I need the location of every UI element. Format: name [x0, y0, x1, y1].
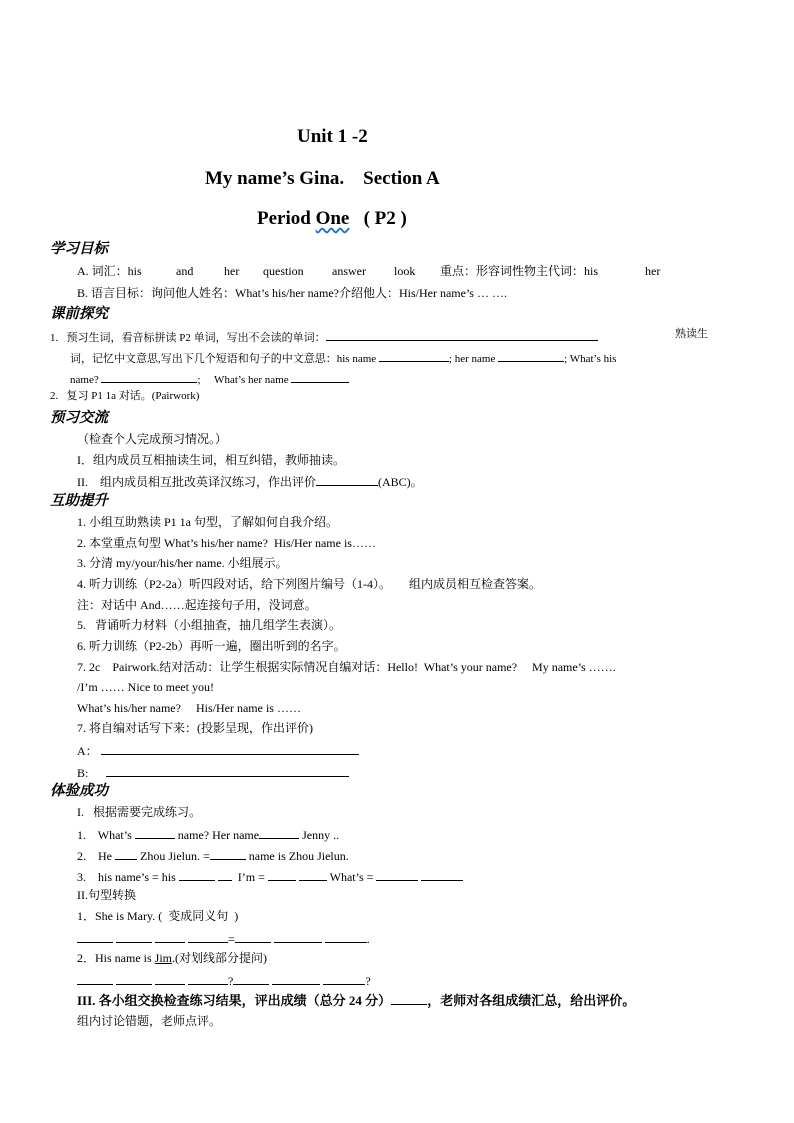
blank[interactable] [188, 973, 228, 985]
blank[interactable] [210, 848, 246, 860]
success-s2: 2．His name is Jim.(对划线部分提问) [77, 951, 268, 965]
blank[interactable] [376, 869, 418, 881]
blank[interactable] [268, 869, 296, 881]
blank[interactable] [116, 931, 152, 943]
blank[interactable] [326, 329, 598, 341]
explore-line-4: 2. 复习 P1 1a 对话。(Pairwork) [50, 390, 200, 402]
explore-line-2: 词，记忆中文意思,写出下几个短语和句子的中文意思：his name ; her name ; What’s his [70, 350, 616, 365]
blank[interactable] [77, 973, 113, 985]
goals-a-and: and [176, 264, 194, 278]
blank[interactable] [272, 973, 320, 985]
blank[interactable] [218, 869, 232, 881]
improve-line-2: 2. 本堂重点句型 What’s his/her name? His/Her name is…… [77, 536, 376, 550]
improve-line-10: What’s his/her name? His/Her name is …… [77, 701, 301, 715]
improve-line-11: 7. 将自编对话写下来：(投影呈现，作出评价) [77, 721, 313, 735]
goals-a-question: question [263, 264, 304, 278]
improve-line-3: 3. 分清 my/your/his/her name. 小组展示。 [77, 556, 288, 570]
success-s2-blanks: ? ? [77, 973, 371, 987]
dialogue-b: B: [77, 765, 349, 779]
dialogue-a-blank[interactable] [101, 743, 359, 755]
improve-line-8: 7. 2c Pairwork.结对活动：让学生根据实际情况自编对话：Hello! What’s your name? My name’s ……. [77, 660, 616, 674]
score-blank[interactable] [391, 993, 427, 1005]
dialogue-b-blank[interactable] [106, 765, 349, 777]
section-success-heading: 体验成功 [50, 783, 108, 799]
blank[interactable] [274, 931, 322, 943]
improve-line-9: /I’m …… Nice to meet you! [77, 680, 214, 694]
blank[interactable] [135, 827, 175, 839]
blank[interactable] [233, 973, 269, 985]
section-preview-heading: 预习交流 [50, 410, 108, 426]
success-s1: 1．She is Mary. ( 变成同义句 ) [77, 909, 239, 923]
explore-line-1: 1. 预习生词，看音标拼读 P2 单词，写出不会读的单词： [50, 329, 598, 344]
blank[interactable] [235, 931, 271, 943]
improve-line-1: 1. 小组互助熟读 P1 1a 句型，了解如何自我介绍。 [77, 515, 339, 529]
improve-line-7: 6. 听力训练（P2-2b）再听一遍，圈出听到的名字。 [77, 639, 346, 653]
blank[interactable] [179, 869, 215, 881]
blank[interactable] [77, 931, 113, 943]
explore-line-1-end: 熟读生 [675, 328, 708, 340]
blank[interactable] [291, 371, 349, 383]
section-goals-heading: 学习目标 [50, 241, 108, 257]
success-line-4: 组内讨论错题，老师点评。 [77, 1014, 222, 1028]
blank[interactable] [299, 869, 327, 881]
lesson-title: My name’s Gina. Section A [205, 168, 440, 189]
blank[interactable] [155, 973, 185, 985]
blank[interactable] [498, 350, 564, 362]
success-q2: 2. He Zhou Jielun. = name is Zhou Jielun. [77, 849, 349, 863]
period-title: Period One ( P2 ) [257, 208, 407, 229]
success-q3: 3. his name’s = his I’m = What’s = [77, 869, 463, 883]
success-q1: 1. What’s name? Her name Jenny .. [77, 828, 340, 842]
blank[interactable] [155, 931, 185, 943]
explore-line-3: name? ; What’s her name [70, 371, 349, 386]
section-explore-heading: 课前探究 [50, 306, 108, 322]
preview-line-1: （检查个人完成预习情况。） [77, 432, 228, 446]
improve-line-6: 5. 背诵听力材料（小组抽查，抽几组学生表演）。 [77, 618, 342, 632]
success-line-1: I. 根据需要完成练习。 [77, 805, 201, 819]
goals-a-label: A. 词汇：his [77, 264, 142, 278]
blank[interactable] [116, 973, 152, 985]
improve-line-5: 注：对话中 And……起连接句子用，没词意。 [77, 598, 317, 612]
success-line-3: III. 各小组交换检查练习结果，评出成绩（总分 24 分） ，老师对各组成绩汇总，给出评价。 [77, 993, 636, 1008]
success-s1-blanks: = . [77, 931, 370, 945]
goals-a-key: 重点：形容词性物主代词：his [440, 264, 599, 278]
blank[interactable] [316, 474, 378, 486]
goals-a-her: her [224, 264, 240, 278]
goals-a-her2: her [645, 264, 661, 278]
blank[interactable] [325, 931, 367, 943]
goals-a-answer: answer [332, 264, 366, 278]
blank[interactable] [323, 973, 365, 985]
blank[interactable] [379, 350, 449, 362]
goals-a-look: look [394, 264, 416, 278]
goals-b: B. 语言目标：询问他人姓名：What’s his/her name?介绍他人：His/Her name’s … …. [77, 286, 507, 300]
success-line-2: II.句型转换 [77, 888, 136, 902]
blank[interactable] [101, 371, 197, 383]
improve-line-4: 4. 听力训练（P2-2a）听四段对话，给下列图片编号（1-4）。 组内成员相互检查答案。 [77, 577, 541, 591]
blank[interactable] [421, 869, 463, 881]
section-improve-heading: 互助提升 [50, 493, 108, 509]
preview-line-2: I．组内成员互相抽读生词，相互纠错，教师抽读。 [77, 453, 345, 467]
preview-line-3: II. 组内成员相互批改英译汉练习，作出评价 (ABC)。 [77, 475, 423, 489]
blank[interactable] [188, 931, 228, 943]
blank[interactable] [115, 848, 137, 860]
dialogue-a: A： [77, 743, 359, 757]
blank[interactable] [259, 827, 299, 839]
unit-title: Unit 1 -2 [297, 126, 368, 147]
